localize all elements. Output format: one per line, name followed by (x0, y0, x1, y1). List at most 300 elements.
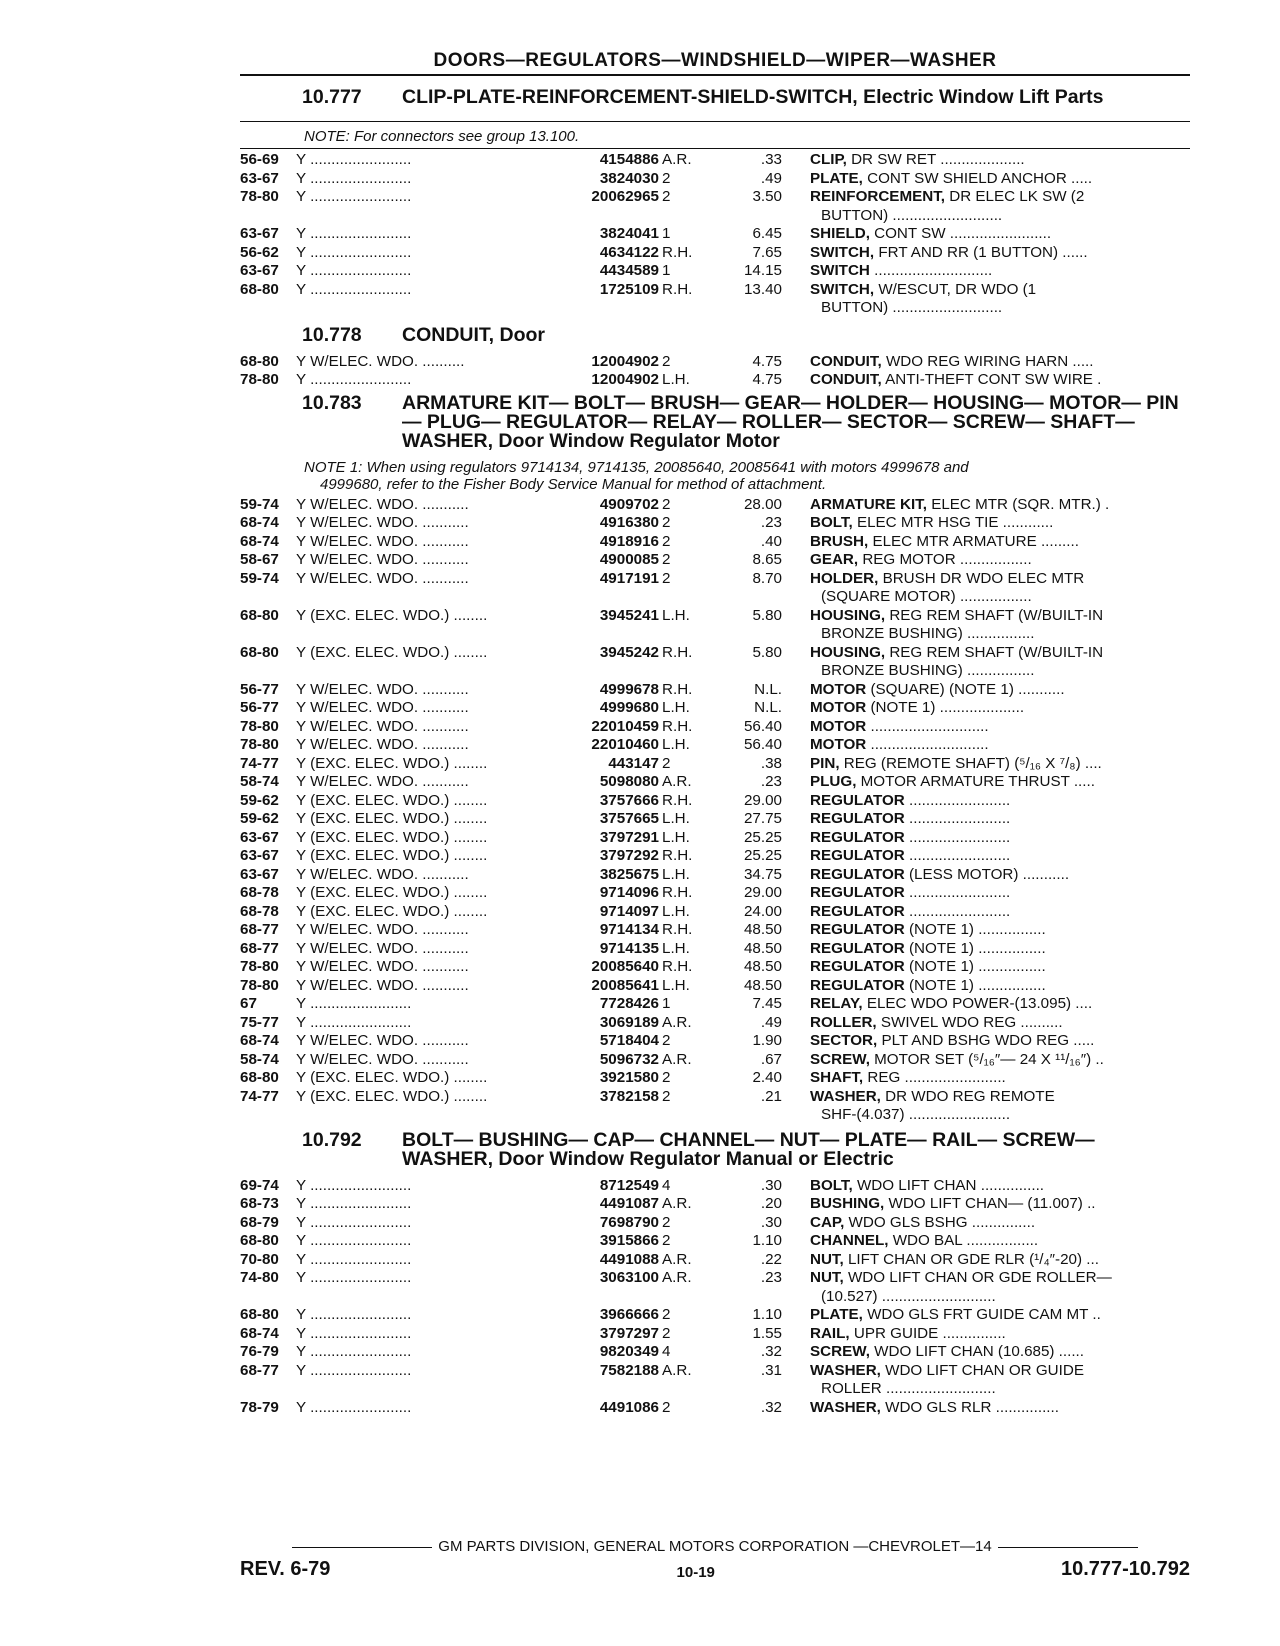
model-years: 78-79 (240, 1398, 279, 1416)
part-detail: ............................ (866, 717, 989, 735)
part-detail: DR ELEC LK SW (2 (945, 188, 1085, 205)
application: Y W/ELEC. WDO. ........... (296, 514, 469, 531)
part-detail: WDO LIFT CHAN OR GUIDE (880, 1361, 1084, 1379)
part-name: NUT, (810, 1269, 844, 1286)
part-detail: WDO LIFT CHAN— (11.007) .. (884, 1195, 1096, 1212)
application: Y ........................ (296, 243, 412, 261)
table-row (240, 921, 1190, 940)
divider (240, 121, 1190, 122)
table-row (240, 940, 1190, 959)
price: 7.45 (752, 995, 782, 1012)
part-number: 5098080 (599, 773, 659, 790)
quantity: L.H. (662, 736, 690, 753)
part-number: 5718404 (599, 1032, 659, 1049)
table-row (240, 570, 1190, 589)
quantity: R.H. (662, 958, 693, 975)
part-name: MOTOR (810, 717, 867, 735)
part-number: 3797292 (599, 847, 659, 864)
table-row (240, 1088, 1190, 1107)
table-row (240, 810, 1190, 829)
part-name: SWITCH, (810, 243, 875, 261)
model-years: 63-67 (240, 847, 279, 864)
part-detail: ........................ (904, 884, 1011, 901)
part-detail: WDO LIFT CHAN ............... (852, 1176, 1045, 1194)
price: 6.45 (752, 225, 782, 242)
model-years: 56-62 (240, 243, 279, 261)
part-number: 1725109 (599, 280, 659, 298)
page-header (240, 50, 1190, 76)
quantity: L.H. (662, 810, 690, 827)
part-number: 20062965 (591, 188, 659, 205)
group-heading-10778 (240, 323, 1190, 346)
table-row (240, 1177, 1190, 1196)
quantity: A.R. (662, 151, 692, 168)
model-years: 68-77 (240, 921, 279, 938)
price: N.L. (754, 699, 782, 716)
description-continuation (240, 588, 1190, 607)
table-row (240, 533, 1190, 552)
description (782, 262, 1190, 281)
description (782, 1032, 1190, 1051)
description (782, 699, 1190, 718)
application: Y (EXC. ELEC. WDO.) ........ (296, 643, 488, 661)
quantity: L.H. (662, 828, 690, 846)
part-number: 9820349 (599, 1343, 659, 1360)
model-years: 58-74 (240, 1050, 279, 1068)
part-name: MOTOR (810, 680, 867, 698)
model-years: 76-79 (240, 1343, 279, 1360)
application: Y ........................ (296, 1213, 412, 1231)
part-detail: SWIVEL WDO REG .......... (876, 1013, 1063, 1031)
part-name: REGULATOR (810, 810, 905, 827)
description (782, 1269, 1190, 1288)
description (782, 1362, 1190, 1381)
model-years: 78-80 (240, 188, 279, 205)
part-name: BUSHING, (810, 1195, 885, 1212)
application: Y W/ELEC. WDO. ........... (296, 699, 469, 716)
application: Y (EXC. ELEC. WDO.) ........ (296, 828, 488, 846)
description (782, 736, 1190, 755)
price: 29.00 (743, 791, 782, 809)
part-detail: WDO GLS BSHG ............... (844, 1213, 1036, 1231)
part-detail: ........................ (904, 902, 1011, 920)
part-number: 4918916 (599, 532, 659, 550)
model-years: 63-67 (240, 828, 279, 846)
description (782, 792, 1190, 811)
model-years: 78-80 (240, 958, 279, 975)
part-detail-continued: BRONZE BUSHING) ................ (821, 662, 1035, 679)
table-row (240, 170, 1190, 189)
application: Y ........................ (296, 371, 412, 388)
application: Y ........................ (296, 1232, 412, 1249)
model-years: 68-78 (240, 884, 279, 901)
table-row (240, 1325, 1190, 1344)
description (782, 1051, 1190, 1070)
part-name: REGULATOR (810, 791, 905, 809)
model-years: 68-74 (240, 532, 279, 550)
part-name: REGULATOR (810, 902, 905, 920)
part-detail-continued: (SQUARE MOTOR) ................. (821, 588, 1032, 605)
group-number: 10.777 (302, 86, 362, 108)
price: 56.40 (743, 736, 782, 753)
model-years: 68-78 (240, 902, 279, 920)
part-name: RELAY, (810, 995, 863, 1012)
price: 48.50 (743, 958, 782, 975)
part-detail: WDO REG WIRING HARN ..... (881, 352, 1094, 370)
table-row (240, 1343, 1190, 1362)
price: .22 (760, 1250, 782, 1268)
quantity: R.H. (662, 847, 693, 864)
table-row (240, 958, 1190, 977)
part-detail: ELEC MTR HSG TIE ............ (852, 514, 1054, 531)
table-row (240, 792, 1190, 811)
quantity: A.R. (662, 1050, 692, 1068)
part-number: 8712549 (599, 1176, 659, 1194)
quantity: 2 (662, 754, 671, 772)
model-years: 68-79 (240, 1213, 279, 1231)
price: 3.50 (752, 188, 782, 205)
table-row (240, 644, 1190, 663)
part-number: 20085640 (591, 958, 659, 975)
application: Y ........................ (296, 262, 412, 279)
part-name: CONDUIT, (810, 352, 882, 370)
table-row (240, 1306, 1190, 1325)
table-row (240, 151, 1190, 170)
part-number: 4916380 (599, 514, 659, 531)
part-name: SCREW, (810, 1343, 870, 1360)
description (782, 1232, 1190, 1251)
part-number: 9714096 (599, 884, 659, 901)
price: .32 (760, 1343, 782, 1360)
quantity: A.R. (662, 1013, 692, 1031)
price: 1.55 (752, 1324, 782, 1342)
part-number: 443147 (608, 754, 659, 772)
price: N.L. (754, 680, 782, 698)
part-detail: WDO GLS FRT GUIDE CAM MT .. (862, 1306, 1101, 1323)
price: 5.80 (752, 606, 782, 624)
application: Y W/ELEC. WDO. ........... (296, 939, 469, 957)
quantity: A.R. (662, 1195, 692, 1212)
price: .30 (760, 1176, 782, 1194)
part-number: 4909702 (599, 495, 659, 513)
application: Y ........................ (296, 1398, 412, 1416)
part-detail: ELEC MTR ARMATURE ......... (868, 532, 1079, 550)
description (782, 644, 1190, 663)
part-number: 3797297 (599, 1324, 659, 1342)
description (782, 551, 1190, 570)
application: Y (EXC. ELEC. WDO.) ........ (296, 606, 488, 624)
part-detail: CONT SW SHIELD ANCHOR ..... (862, 169, 1093, 187)
application: Y (EXC. ELEC. WDO.) ........ (296, 791, 488, 809)
part-name: PLUG, (810, 773, 857, 790)
part-detail: ............................ (866, 736, 989, 753)
model-years: 68-80 (240, 352, 279, 370)
part-name: ROLLER, (810, 1013, 877, 1031)
part-name: REGULATOR (810, 939, 905, 957)
application: Y (EXC. ELEC. WDO.) ........ (296, 884, 488, 901)
quantity: L.H. (662, 865, 690, 883)
table-row (240, 514, 1190, 533)
part-detail: (NOTE 1) .................... (866, 699, 1025, 716)
table-row (240, 1069, 1190, 1088)
part-detail: (SQUARE) (NOTE 1) ........... (866, 680, 1065, 698)
description (782, 1214, 1190, 1233)
application: Y W/ELEC. WDO. ........... (296, 1050, 469, 1068)
price: .21 (760, 1087, 782, 1105)
part-name: SWITCH, (810, 280, 875, 298)
table-row (240, 866, 1190, 885)
part-number: 3825675 (599, 865, 659, 883)
description (782, 718, 1190, 737)
part-name: BRUSH, (810, 532, 869, 550)
application: Y (EXC. ELEC. WDO.) ........ (296, 902, 488, 920)
part-number: 4434589 (599, 262, 659, 279)
model-years: 78-80 (240, 736, 279, 753)
model-years: 68-74 (240, 1324, 279, 1342)
application: Y (EXC. ELEC. WDO.) ........ (296, 1087, 488, 1105)
part-number: 4154886 (599, 151, 659, 168)
part-name: BOLT, (810, 514, 853, 531)
description (782, 1343, 1190, 1362)
part-number: 4491087 (599, 1195, 659, 1212)
table-row (240, 829, 1190, 848)
model-years: 68-77 (240, 1361, 279, 1379)
footer-division: GM PARTS DIVISION, GENERAL MOTORS CORPORATION —CHEVROLET—14 (240, 1538, 1190, 1555)
description-continuation (240, 1106, 1190, 1125)
group-heading-10792 (240, 1128, 1190, 1170)
quantity: L.H. (662, 976, 690, 994)
model-years: 59-62 (240, 791, 279, 809)
price: .31 (760, 1361, 782, 1379)
part-number: 3069189 (599, 1013, 659, 1031)
model-years: 63-67 (240, 865, 279, 883)
part-number: 9714097 (599, 902, 659, 920)
group-number: 10.792 (302, 1128, 362, 1151)
application: Y W/ELEC. WDO. ........... (296, 773, 469, 790)
part-detail: WDO LIFT CHAN (10.685) ...... (869, 1343, 1085, 1360)
part-name: REINFORCEMENT, (810, 188, 946, 205)
table-row (240, 188, 1190, 207)
part-name: CONDUIT, (810, 371, 882, 388)
part-detail: BRUSH DR WDO ELEC MTR (878, 569, 1085, 587)
part-number: 7728426 (599, 995, 659, 1012)
application: Y W/ELEC. WDO. ........... (296, 865, 469, 883)
table-row (240, 1362, 1190, 1381)
description (782, 1177, 1190, 1196)
part-number: 3915866 (599, 1232, 659, 1249)
quantity: 4 (662, 1343, 671, 1360)
part-number: 9714135 (599, 939, 659, 957)
part-number: 7698790 (599, 1213, 659, 1231)
description (782, 496, 1190, 515)
description-continuation (240, 207, 1190, 226)
part-number: 4917191 (599, 569, 659, 587)
part-name: REGULATOR (810, 958, 905, 975)
model-years: 63-67 (240, 262, 279, 279)
description (782, 755, 1190, 774)
part-detail: REG ........................ (863, 1069, 1006, 1086)
description (782, 1251, 1190, 1270)
model-years: 69-74 (240, 1176, 279, 1194)
application: Y W/ELEC. WDO. ........... (296, 1032, 469, 1049)
part-number: 9714134 (599, 921, 659, 938)
part-name: PIN, (810, 754, 840, 772)
price: .23 (760, 514, 782, 531)
description (782, 371, 1190, 390)
part-number: 20085641 (591, 976, 659, 994)
parts-list-10783 (240, 496, 1190, 1125)
page-title: DOORS—REGULATORS—WINDSHIELD—WIPER—WASHER (433, 50, 997, 71)
table-row (240, 977, 1190, 996)
table-row (240, 718, 1190, 737)
price: 4.75 (752, 371, 782, 388)
table-row (240, 262, 1190, 281)
part-number: 3063100 (599, 1269, 659, 1286)
part-number: 4900085 (599, 551, 659, 568)
quantity: L.H. (662, 902, 690, 920)
table-row (240, 281, 1190, 300)
table-row (240, 244, 1190, 263)
application: Y ........................ (296, 1361, 412, 1379)
part-number: 3782158 (599, 1087, 659, 1105)
part-detail: FRT AND RR (1 BUTTON) ...... (874, 243, 1088, 261)
part-number: 3921580 (599, 1069, 659, 1086)
price: 5.80 (752, 643, 782, 661)
application: Y ........................ (296, 1013, 412, 1031)
price: .49 (760, 169, 782, 187)
quantity: R.H. (662, 643, 693, 661)
quantity: 2 (662, 1232, 671, 1249)
table-row (240, 773, 1190, 792)
price: 1.10 (752, 1232, 782, 1249)
part-number: 5096732 (599, 1050, 659, 1068)
quantity: R.H. (662, 884, 693, 901)
table-row (240, 995, 1190, 1014)
part-detail: ANTI-THEFT CONT SW WIRE . (881, 371, 1102, 388)
application: Y W/ELEC. WDO. ........... (296, 736, 469, 753)
model-years: 68-74 (240, 1032, 279, 1049)
model-years: 68-80 (240, 280, 279, 298)
quantity: 2 (662, 169, 671, 187)
description (782, 151, 1190, 170)
table-row (240, 755, 1190, 774)
description (782, 1195, 1190, 1214)
application: Y W/ELEC. WDO. ........... (296, 569, 469, 587)
part-detail: UPR GUIDE ............... (849, 1324, 1006, 1342)
quantity: 1 (662, 262, 671, 279)
price: 29.00 (743, 884, 782, 901)
price: 25.25 (743, 828, 782, 846)
description (782, 1306, 1190, 1325)
description (782, 810, 1190, 829)
part-name: WASHER, (810, 1398, 881, 1416)
price: 1.10 (752, 1306, 782, 1323)
table-row (240, 681, 1190, 700)
part-detail: WDO LIFT CHAN OR GDE ROLLER— (843, 1269, 1112, 1286)
group-note: NOTE 1: When using regulators 9714134, 9714135, 20085640, 20085641 with motors 4999678 and 4999680, refer to the Fisher Body Service Manual for method of attachment. (304, 458, 969, 493)
price: 27.75 (743, 810, 782, 827)
part-detail: WDO GLS RLR ............... (880, 1398, 1059, 1416)
table-row (240, 607, 1190, 626)
price: .33 (760, 151, 782, 168)
part-detail: ........................ (904, 828, 1011, 846)
quantity: 1 (662, 225, 671, 242)
model-years: 68-80 (240, 1069, 279, 1086)
application: Y ........................ (296, 280, 412, 298)
divider (240, 148, 1190, 149)
part-number: 4491088 (599, 1250, 659, 1268)
description (782, 607, 1190, 626)
part-name: HOLDER, (810, 569, 879, 587)
model-years: 70-80 (240, 1250, 279, 1268)
part-detail: LIFT CHAN OR GDE RLR (¹/₄″-20) ... (843, 1250, 1099, 1268)
application: Y ........................ (296, 1343, 412, 1360)
quantity: L.H. (662, 699, 690, 716)
description (782, 353, 1190, 372)
quantity: 2 (662, 551, 671, 568)
part-name: NUT, (810, 1250, 844, 1268)
model-years: 68-74 (240, 514, 279, 531)
price: 13.40 (743, 280, 782, 298)
description (782, 681, 1190, 700)
quantity: 2 (662, 1032, 671, 1049)
group-number: 10.783 (302, 391, 362, 414)
part-name: CLIP, (810, 151, 847, 168)
quantity: 2 (662, 1069, 671, 1086)
description-continuation (240, 625, 1190, 644)
part-name: SWITCH (810, 262, 870, 279)
model-years: 67 (240, 995, 257, 1012)
quantity: A.R. (662, 1361, 692, 1379)
description (782, 995, 1190, 1014)
model-years: 59-74 (240, 495, 279, 513)
quantity: R.H. (662, 680, 693, 698)
model-years: 74-80 (240, 1269, 279, 1286)
quantity: 2 (662, 1213, 671, 1231)
quantity: 2 (662, 1398, 671, 1416)
footer (240, 1558, 1190, 1581)
model-years: 59-62 (240, 810, 279, 827)
description-continuation (240, 1380, 1190, 1399)
part-name: PLATE, (810, 169, 863, 187)
model-years: 59-74 (240, 569, 279, 587)
description (782, 847, 1190, 866)
part-detail: ELEC WDO POWER-(13.095) .... (862, 995, 1093, 1012)
table-row (240, 903, 1190, 922)
part-name: BOLT, (810, 1176, 853, 1194)
description-continuation (240, 662, 1190, 681)
part-detail: REG REM SHAFT (W/BUILT-IN (885, 606, 1104, 624)
application: Y ........................ (296, 1306, 412, 1323)
part-number: 4999678 (599, 680, 659, 698)
table-row (240, 225, 1190, 244)
group-number: 10.778 (302, 323, 362, 346)
quantity: 4 (662, 1176, 671, 1194)
description (782, 903, 1190, 922)
table-row (240, 1251, 1190, 1270)
application: Y ........................ (296, 1250, 412, 1268)
group-title: BOLT— BUSHING— CAP— CHANNEL— NUT— PLATE— RAIL— SCREW— WASHER, Door Window Regulator Manual or Electric (402, 1128, 1095, 1170)
revision-label: REV. 6-79 (240, 1558, 331, 1580)
description (782, 533, 1190, 552)
description-continuation (240, 299, 1190, 318)
part-name: CAP, (810, 1213, 845, 1231)
part-number: 3797291 (599, 828, 659, 846)
application: Y ........................ (296, 169, 412, 187)
description (782, 1014, 1190, 1033)
part-detail: (NOTE 1) ................ (904, 921, 1046, 938)
model-years: 68-80 (240, 643, 279, 661)
